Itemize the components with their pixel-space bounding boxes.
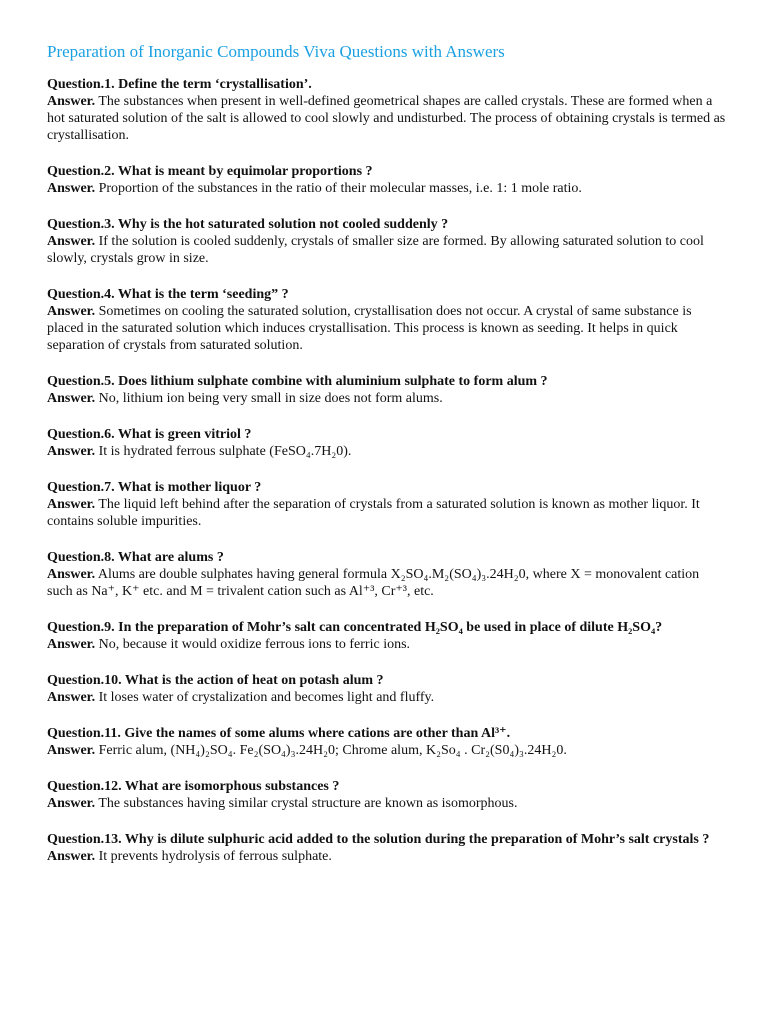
question-text: Question.4. What is the term ‘seeding” ? (47, 287, 289, 302)
answer-text: No, because it would oxidize ferrous ions to ferric ions. (98, 637, 411, 652)
answer-text: Alums are double sulphates having general formula X₂SO₄.M₂(SO₄)₃.24H₂0, where X = monovalent cation such as Na⁺, K⁺ etc. and M = trivalent cation such as Al⁺³, Cr⁺³, etc. (47, 567, 700, 599)
answer-label: Answer. (47, 391, 96, 406)
answer-label: Answer. (47, 637, 96, 652)
question-text: Question.11. Give the names of some alums where cations are other than Al³⁺. (47, 726, 511, 741)
qa-list (47, 76, 728, 865)
question-text: Question.10. What is the action of heat on potash alum ? (47, 673, 384, 688)
answer (47, 742, 728, 759)
answer (47, 795, 728, 812)
question-text: Question.2. What is meant by equimolar proportions ? (47, 164, 373, 179)
answer-text: No, lithium ion being very small in size does not form alums. (98, 391, 443, 406)
answer-text: It loses water of crystalization and becomes light and fluffy. (98, 690, 435, 705)
qa-item (47, 672, 728, 706)
answer-text: The substances having similar crystal structure are known as isomorphous. (98, 796, 518, 811)
qa-item (47, 619, 728, 653)
answer (47, 566, 728, 600)
qa-item (47, 163, 728, 197)
answer-text: It prevents hydrolysis of ferrous sulphate. (98, 849, 332, 864)
answer (47, 848, 728, 865)
qa-item (47, 778, 728, 812)
answer-label: Answer. (47, 743, 96, 758)
answer-text: Proportion of the substances in the ratio of their molecular masses, i.e. 1: 1 mole ratio. (98, 181, 582, 196)
answer-label: Answer. (47, 94, 96, 109)
qa-item (47, 725, 728, 759)
answer-label: Answer. (47, 567, 96, 582)
page-title: Preparation of Inorganic Compounds Viva Questions with Answers (47, 42, 505, 61)
answer (47, 390, 728, 407)
answer-label: Answer. (47, 304, 96, 319)
question-text: Question.9. In the preparation of Mohr’s salt can concentrated H₂SO₄ be used in place of dilute H₂SO₄? (47, 620, 663, 635)
answer (47, 180, 728, 197)
qa-item (47, 479, 728, 530)
answer-label: Answer. (47, 849, 96, 864)
question-text: Question.5. Does lithium sulphate combine with aluminium sulphate to form alum ? (47, 374, 548, 389)
answer-label: Answer. (47, 497, 96, 512)
answer-label: Answer. (47, 796, 96, 811)
answer (47, 636, 728, 653)
qa-item (47, 426, 728, 460)
question-text: Question.7. What is mother liquor ? (47, 480, 262, 495)
answer-text: If the solution is cooled suddenly, crystals of smaller size are formed. By allowing saturated solution to cool slowly, crystals grow in size. (47, 234, 704, 266)
answer (47, 689, 728, 706)
answer-label: Answer. (47, 181, 96, 196)
question-text: Question.3. Why is the hot saturated solution not cooled suddenly ? (47, 217, 449, 232)
qa-item (47, 549, 728, 600)
question-text: Question.1. Define the term ‘crystallisation’. (47, 77, 312, 92)
qa-item (47, 216, 728, 267)
question-text: Question.13. Why is dilute sulphuric acid added to the solution during the preparation of Mohr’s salt crystals ? (47, 832, 710, 847)
answer-text: It is hydrated ferrous sulphate (FeSO₄.7H₂0). (98, 444, 352, 459)
answer-text: Ferric alum, (NH₄)₂SO₄. Fe₂(SO₄)₃.24H₂0; Chrome alum, K₂So₄ . Cr₂(S0₄)₃.24H₂0. (98, 743, 567, 758)
answer-label: Answer. (47, 444, 96, 459)
qa-item (47, 286, 728, 354)
answer (47, 303, 728, 354)
answer-text: The liquid left behind after the separation of crystals from a saturated solution is known as mother liquor. It contains soluble impurities. (47, 497, 700, 529)
answer (47, 93, 728, 144)
question-text: Question.12. What are isomorphous substances ? (47, 779, 340, 794)
qa-item (47, 373, 728, 407)
qa-item (47, 831, 728, 865)
question-text: Question.8. What are alums ? (47, 550, 224, 565)
answer-label: Answer. (47, 690, 96, 705)
answer (47, 496, 728, 530)
answer-text: Sometimes on cooling the saturated solution, crystallisation does not occur. A crystal of same substance is placed in the saturated solution which induces crystallisation. This process is known as seeding. It helps in quick separation of crystals from saturated solution. (47, 304, 692, 353)
question-text: Question.6. What is green vitriol ? (47, 427, 252, 442)
answer-text: The substances when present in well-defined geometrical shapes are called crystals. These are formed when a hot saturated solution of the salt is allowed to cool slowly and undisturbed. The process of obtaining crystals is termed as crystallisation. (47, 94, 726, 143)
answer-label: Answer. (47, 234, 96, 249)
answer (47, 233, 728, 267)
qa-item (47, 76, 728, 144)
answer (47, 443, 728, 460)
